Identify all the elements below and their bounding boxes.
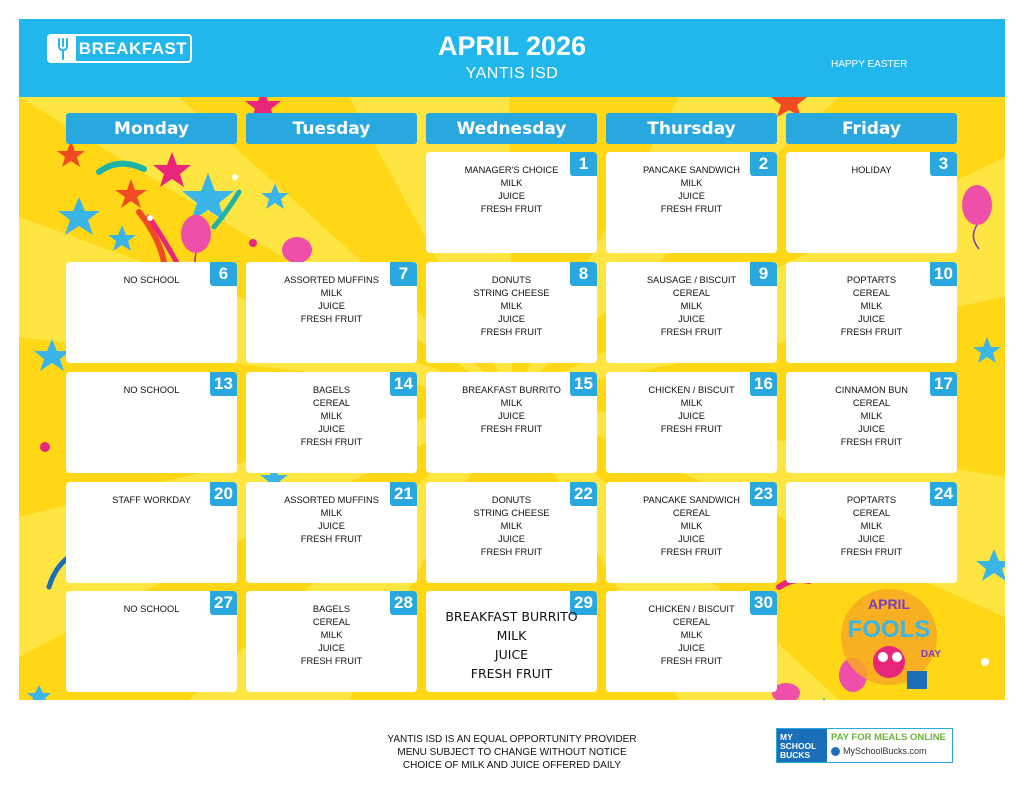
menu-item: JUICE	[318, 301, 345, 311]
day-cell	[606, 262, 777, 363]
menu-list	[246, 494, 417, 546]
day-cell	[606, 482, 777, 583]
menu-item: FRESH FRUIT	[660, 424, 723, 434]
menu-item: CHICKEN / BISCUIT	[648, 385, 735, 395]
menu-item: FRESH FRUIT	[480, 424, 543, 434]
menu-item: JUICE	[498, 411, 525, 421]
menu-item: FRESH FRUIT	[480, 204, 543, 214]
menu-list	[66, 603, 237, 616]
day-cell	[246, 372, 417, 473]
menu-item: CEREAL	[852, 288, 891, 298]
menu-item: MILK	[680, 398, 703, 408]
day-number: 28	[390, 591, 417, 615]
menu-item: DONUTS	[491, 495, 532, 505]
day-number: 22	[570, 482, 597, 506]
day-cell	[426, 152, 597, 253]
day-number: 9	[750, 262, 777, 286]
menu-item: CEREAL	[672, 288, 711, 298]
menu-item: STRING CHEESE	[473, 508, 550, 518]
menu-list	[606, 494, 777, 559]
menu-item: FRESH FRUIT	[660, 327, 723, 337]
day-number: 17	[930, 372, 957, 396]
day-cell	[66, 372, 237, 473]
footer-line: YANTIS ISD IS AN EQUAL OPPORTUNITY PROVIDER	[387, 734, 637, 745]
day-cell	[606, 152, 777, 253]
day-cell	[606, 591, 777, 692]
menu-item: JUICE	[678, 643, 705, 653]
menu-list	[426, 274, 597, 339]
page-title: APRIL 2026	[437, 31, 587, 61]
menu-list	[606, 274, 777, 339]
menu-item: PANCAKE SANDWICH	[643, 495, 740, 505]
menu-item: MILK	[860, 411, 883, 421]
menu-item: MANAGER'S CHOICE	[464, 165, 559, 175]
day-number: 1	[570, 152, 597, 176]
menu-item: POPTARTS	[846, 495, 897, 505]
day-number: 7	[390, 262, 417, 286]
day-number: 30	[750, 591, 777, 615]
menu-item: JUICE	[494, 647, 529, 662]
menu-item: MILK	[680, 178, 703, 188]
menu-item: FRESH FRUIT	[480, 547, 543, 557]
menu-item: JUICE	[678, 314, 705, 324]
menu-item: MILK	[860, 301, 883, 311]
myschoolbucks-url: MySchoolBucks.com	[843, 746, 927, 756]
menu-item: BAGELS	[312, 604, 351, 614]
menu-item: FRESH FRUIT	[840, 327, 903, 337]
menu-item: CEREAL	[312, 398, 351, 408]
menu-item: MILK	[500, 178, 523, 188]
menu-item: CHICKEN / BISCUIT	[648, 604, 735, 614]
day-cell	[786, 372, 957, 473]
menu-item: HOLIDAY	[851, 165, 892, 175]
day-number: 16	[750, 372, 777, 396]
day-number: 2	[750, 152, 777, 176]
day-number: 14	[390, 372, 417, 396]
menu-item: FRESH FRUIT	[660, 547, 723, 557]
menu-item: PANCAKE SANDWICH	[643, 165, 740, 175]
menu-list	[246, 384, 417, 449]
weekday-header-friday: Friday	[786, 113, 957, 144]
menu-item: JUICE	[318, 521, 345, 531]
menu-item: SAUSAGE / BISCUIT	[646, 275, 737, 285]
district-name: YANTIS ISD	[465, 65, 559, 82]
menu-list	[66, 274, 237, 287]
menu-item: MILK	[320, 508, 343, 518]
menu-item: FRESH FRUIT	[660, 656, 723, 666]
day-cell	[786, 262, 957, 363]
myschoolbucks-logo: MY SCHOOL BUCKS	[777, 729, 827, 762]
day-cell	[786, 482, 957, 583]
day-number: 24	[930, 482, 957, 506]
menu-list	[606, 164, 777, 216]
menu-item: MILK	[320, 630, 343, 640]
menu-item: ASSORTED MUFFINS	[284, 275, 379, 285]
svg-text:DAY: DAY	[920, 649, 942, 660]
day-cell	[426, 262, 597, 363]
footer-line: MENU SUBJECT TO CHANGE WITHOUT NOTICE	[397, 747, 627, 758]
menu-item: MILK	[320, 411, 343, 421]
menu-item: JUICE	[498, 534, 525, 544]
menu-item: JUICE	[318, 424, 345, 434]
menu-item: NO SCHOOL	[123, 275, 180, 285]
menu-item: BAGELS	[312, 385, 351, 395]
menu-item: MILK	[500, 301, 523, 311]
menu-item: FRESH FRUIT	[300, 534, 363, 544]
menu-item: FRESH FRUIT	[300, 314, 363, 324]
menu-item: FRESH FRUIT	[300, 437, 363, 447]
day-cell	[606, 372, 777, 473]
menu-item: JUICE	[858, 314, 885, 324]
menu-item: STRING CHEESE	[473, 288, 550, 298]
menu-item: DONUTS	[491, 275, 532, 285]
menu-item: JUICE	[318, 643, 345, 653]
menu-item: MILK	[680, 301, 703, 311]
day-number: 6	[210, 262, 237, 286]
menu-list	[246, 274, 417, 326]
svg-text:FOOLS: FOOLS	[847, 616, 931, 643]
menu-item: CEREAL	[852, 508, 891, 518]
day-number: 13	[210, 372, 237, 396]
day-number: 20	[210, 482, 237, 506]
menu-item: MILK	[860, 521, 883, 531]
day-cell	[246, 262, 417, 363]
globe-icon	[831, 747, 840, 756]
menu-list	[426, 384, 597, 436]
day-number: 27	[210, 591, 237, 615]
menu-item: JUICE	[498, 191, 525, 201]
menu-item: JUICE	[678, 411, 705, 421]
menu-item: FRESH FRUIT	[660, 204, 723, 214]
weekday-header-monday: Monday	[66, 113, 237, 144]
day-number: 23	[750, 482, 777, 506]
myschoolbucks-link[interactable]	[776, 728, 953, 763]
day-cell	[426, 482, 597, 583]
menu-item: FRESH FRUIT	[300, 656, 363, 666]
day-number: 3	[930, 152, 957, 176]
menu-list	[786, 494, 957, 559]
day-cell	[426, 591, 597, 692]
day-cell	[66, 591, 237, 692]
menu-list	[66, 494, 237, 507]
menu-item: STAFF WORKDAY	[112, 495, 191, 505]
menu-item: ASSORTED MUFFINS	[284, 495, 379, 505]
menu-list	[786, 274, 957, 339]
menu-item: FRESH FRUIT	[480, 327, 543, 337]
weekday-header-thursday: Thursday	[606, 113, 777, 144]
day-cell	[66, 262, 237, 363]
menu-item: NO SCHOOL	[123, 385, 180, 395]
menu-item: MILK	[496, 628, 527, 643]
day-number: 29	[570, 591, 597, 615]
svg-text:APRIL: APRIL	[868, 596, 910, 612]
menu-item: MILK	[500, 521, 523, 531]
weekday-header-tuesday: Tuesday	[246, 113, 417, 144]
day-cell	[66, 482, 237, 583]
menu-item: POPTARTS	[846, 275, 897, 285]
day-number: 8	[570, 262, 597, 286]
menu-list	[786, 164, 957, 177]
day-cell	[246, 482, 417, 583]
menu-item: CEREAL	[312, 617, 351, 627]
day-number: 21	[390, 482, 417, 506]
day-cell	[426, 372, 597, 473]
menu-item: CINNAMON BUN	[835, 385, 908, 395]
menu-item: MILK	[320, 288, 343, 298]
header-banner	[19, 19, 1005, 97]
menu-item: CEREAL	[852, 398, 891, 408]
weekday-header-wednesday: Wednesday	[426, 113, 597, 144]
menu-item: CEREAL	[672, 617, 711, 627]
footer-line: CHOICE OF MILK AND JUICE OFFERED DAILY	[402, 760, 622, 771]
holiday-note: HAPPY EASTER	[831, 59, 908, 70]
menu-item: JUICE	[678, 534, 705, 544]
menu-item: MILK	[500, 398, 523, 408]
menu-item: FRESH FRUIT	[840, 547, 903, 557]
menu-list	[426, 494, 597, 559]
menu-list	[786, 384, 957, 449]
menu-list	[426, 607, 597, 683]
menu-list	[606, 384, 777, 436]
menu-item: JUICE	[678, 191, 705, 201]
day-number: 15	[570, 372, 597, 396]
menu-item: JUICE	[858, 534, 885, 544]
menu-list	[246, 603, 417, 668]
menu-item: FRESH FRUIT	[840, 437, 903, 447]
menu-list	[66, 384, 237, 397]
myschoolbucks-tagline: PAY FOR MEALS ONLINE	[831, 732, 946, 743]
menu-item: NO SCHOOL	[123, 604, 180, 614]
day-cell	[246, 591, 417, 692]
day-cell	[786, 152, 957, 253]
menu-item: MILK	[680, 521, 703, 531]
menu-item: BREAKFAST BURRITO	[445, 609, 578, 624]
menu-item: MILK	[680, 630, 703, 640]
menu-item: CEREAL	[672, 508, 711, 518]
day-number: 10	[930, 262, 957, 286]
menu-item: FRESH FRUIT	[470, 666, 553, 681]
menu-list	[426, 164, 597, 216]
menu-item: JUICE	[498, 314, 525, 324]
menu-list	[606, 603, 777, 668]
menu-item: JUICE	[858, 424, 885, 434]
menu-item: BREAKFAST BURRITO	[462, 385, 561, 395]
badge-label: BREAKFAST	[78, 38, 188, 58]
